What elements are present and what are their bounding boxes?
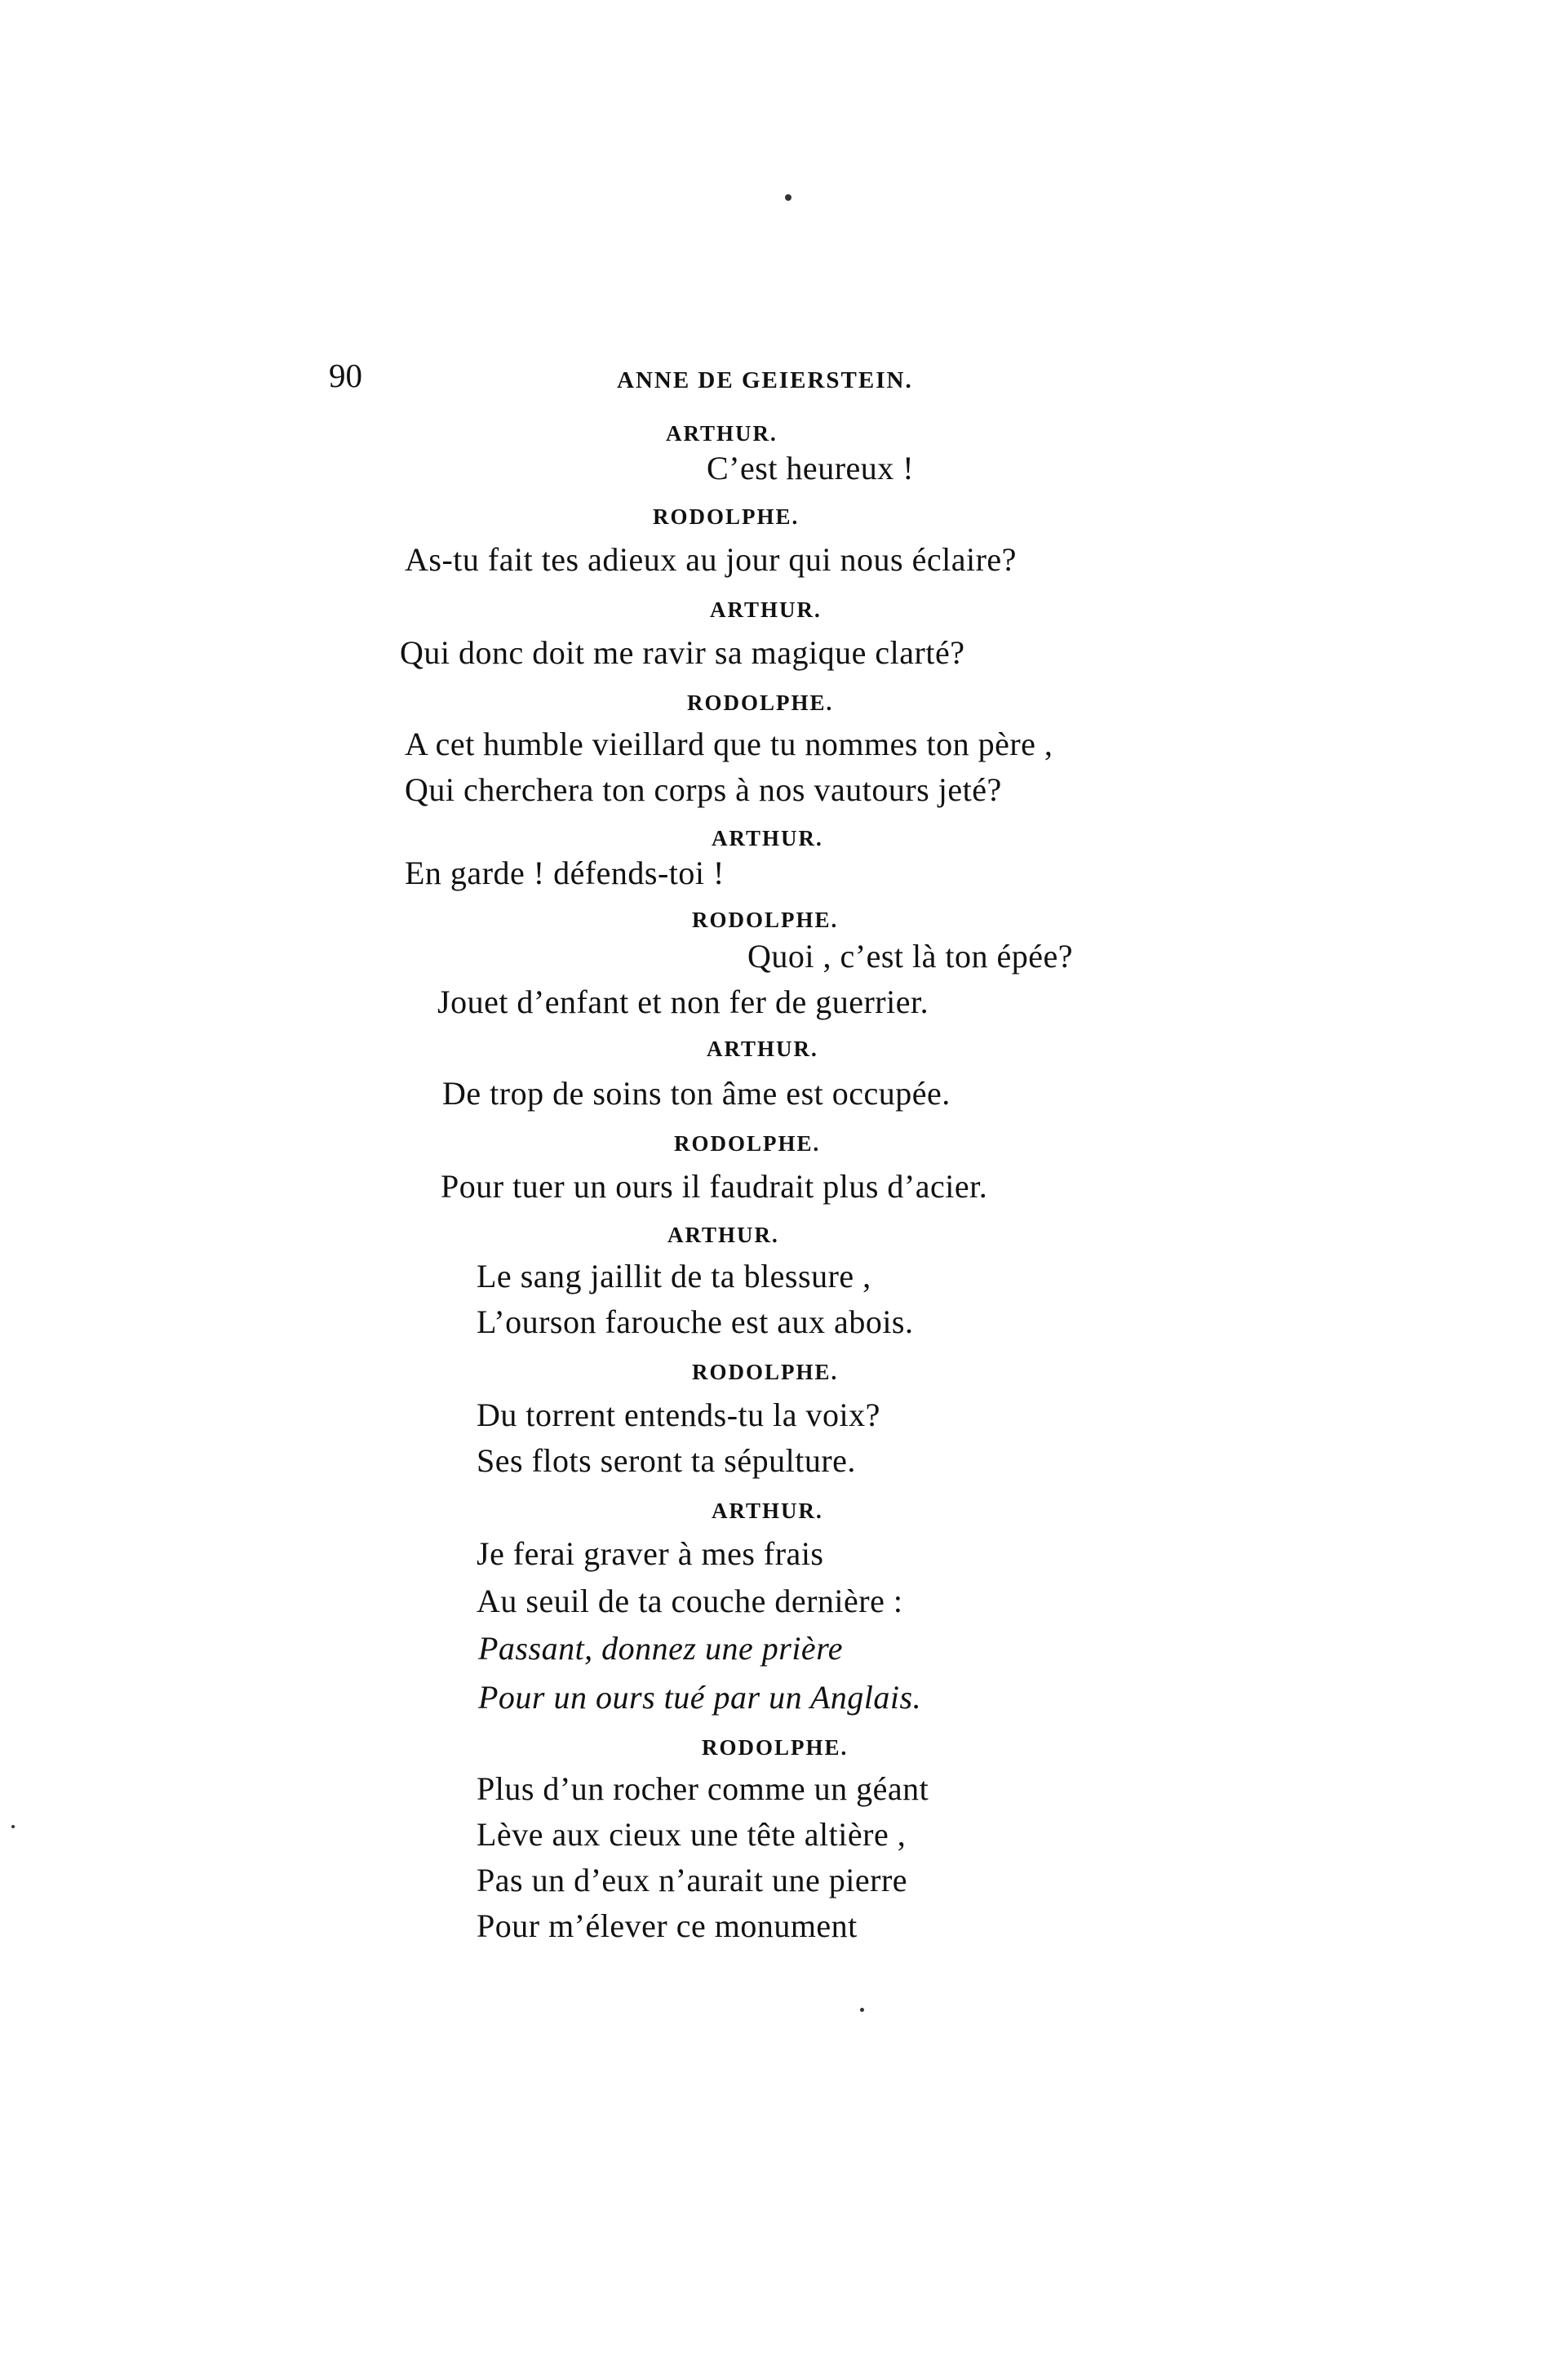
speaker-label: ARTHUR. [710,597,822,622]
verse-line: Jouet d’enfant et non fer de guerrier. [437,984,929,1020]
verse-line: Plus d’un rocher comme un géant [477,1770,929,1807]
print-speck [11,1825,15,1828]
verse-line: Qui cherchera ton corps à nos vautours jeté? [405,771,1002,808]
running-title: ANNE DE GEIERSTEIN. [617,367,913,393]
verse-line: Pas un d’eux n’aurait une pierre [477,1862,908,1898]
verse-line: As-tu fait tes adieux au jour qui nous éclaire? [405,541,1017,578]
speaker-label: RODOLPHE. [674,1131,821,1156]
verse-line: Le sang jaillit de ta blessure , [477,1258,871,1294]
verse-line: Pour m’élever ce monument [477,1907,858,1944]
verse-line: C’est heureux ! [707,450,915,486]
speaker-label: ARTHUR. [666,421,778,446]
verse-line: L’ourson farouche est aux abois. [477,1303,914,1340]
verse-line-italic: Pour un ours tué par un Anglais. [478,1679,922,1716]
verse-line: En garde ! défends-toi ! [405,855,725,891]
speaker-label: ARTHUR. [707,1037,818,1061]
speaker-label: RODOLPHE. [702,1735,849,1760]
verse-line: Quoi , c’est là ton épée? [747,938,1074,975]
verse-line: A cet humble vieillard que tu nommes ton père , [405,726,1053,762]
verse-line: Ses flots seront ta sépulture. [477,1442,856,1479]
print-speck [860,2008,864,2012]
speaker-label: ARTHUR. [712,826,823,850]
page-number: 90 [329,357,362,394]
verse-line: Lève aux cieux une tête altière , [477,1816,907,1853]
verse-line: Au seuil de ta couche dernière : [477,1583,903,1619]
speaker-label: RODOLPHE. [687,690,834,715]
verse-line: Pour tuer un ours il faudrait plus d’acier. [441,1168,988,1205]
speaker-label: ARTHUR. [667,1223,779,1247]
verse-line: Qui donc doit me ravir sa magique clarté? [400,634,965,671]
print-speck [785,194,791,201]
verse-line: Du torrent entends-tu la voix? [477,1396,880,1433]
speaker-label: ARTHUR. [712,1499,823,1523]
verse-line-italic: Passant, donnez une prière [478,1630,844,1667]
verse-line: Je ferai graver à mes frais [477,1535,824,1572]
verse-line: De trop de soins ton âme est occupée. [442,1075,951,1112]
speaker-label: RODOLPHE. [653,504,800,529]
speaker-label: RODOLPHE. [692,1360,839,1384]
speaker-label: RODOLPHE. [692,908,839,932]
